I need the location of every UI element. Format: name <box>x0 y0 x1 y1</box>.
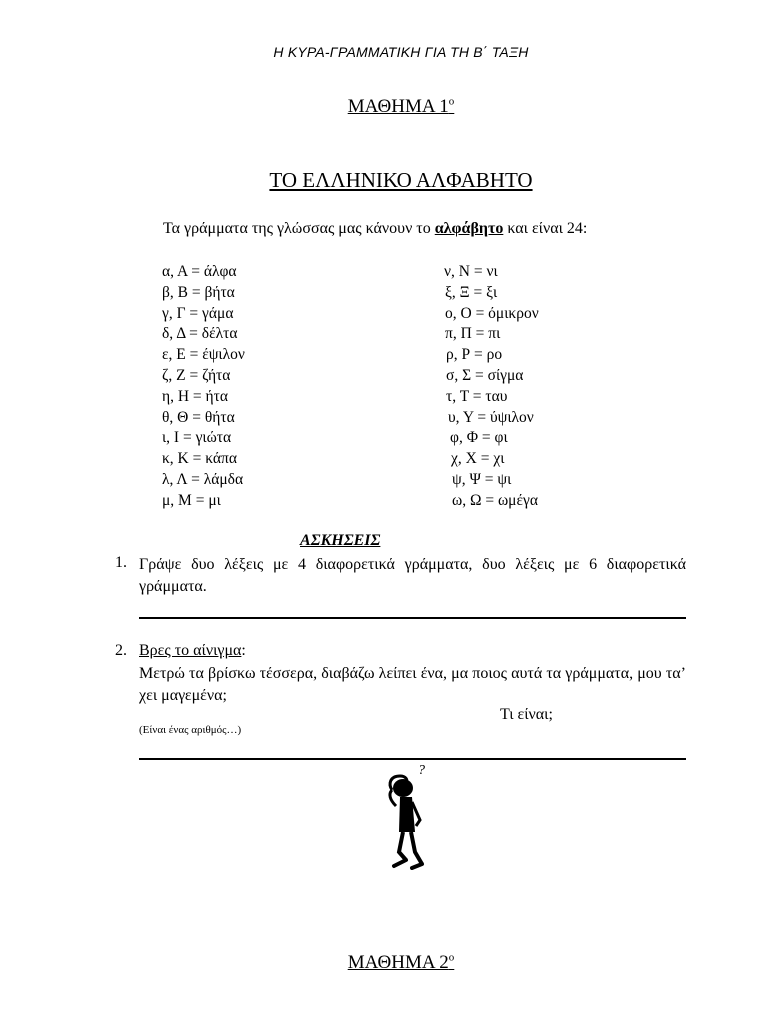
lesson-2-ordinal: ο <box>448 951 455 964</box>
alphabet-item: κ, Κ = κάπα <box>162 450 237 468</box>
exercise-1-number: 1. <box>115 554 127 571</box>
alphabet-item: σ, Σ = σίγμα <box>446 366 524 384</box>
alphabet-item: ρ, Ρ = ρο <box>446 346 503 364</box>
riddle-heading: Βρες το αίνιγμα <box>139 642 242 659</box>
riddle-heading-colon: : <box>241 642 246 659</box>
lesson-1-heading <box>0 96 768 118</box>
alphabet-item: υ, Υ = ύψιλον <box>448 408 534 426</box>
alphabet-item: ο, Ο = όμικρον <box>445 304 539 322</box>
lesson-1-label: ΜΑΘΗΜΑ 1 <box>347 96 449 117</box>
exercises-title: ΑΣΚΗΣΕΙΣ <box>300 532 381 549</box>
alphabet-item: ζ, Ζ = ζήτα <box>162 366 231 384</box>
intro-after: και είναι 24: <box>503 220 588 237</box>
alphabet-item: ψ, Ψ = ψι <box>452 470 512 488</box>
alphabet-item: φ, Φ = φι <box>450 429 508 447</box>
alphabet-right-column <box>444 262 539 512</box>
alphabet-item: γ, Γ = γάμα <box>162 304 234 322</box>
question-mark: ? <box>418 763 425 778</box>
alphabet-item: ν, Ν = νι <box>444 263 498 280</box>
alphabet-item: ι, Ι = γιώτα <box>162 429 232 447</box>
answer-line-1 <box>139 617 686 619</box>
alphabet-item: δ, Δ = δέλτα <box>162 325 238 343</box>
alphabet-item: τ, Τ = ταυ <box>446 387 508 405</box>
alphabet-item: π, Π = πι <box>445 325 501 343</box>
intro-before: Τα γράμματα της γλώσσας μας κάνουν το <box>163 220 435 237</box>
document-header: Η ΚΥΡΑ-ΓΡΑΜΜΑΤΙΚΗ ΓΙΑ ΤΗ Β΄ ΤΑΞΗ <box>273 44 529 60</box>
riddle-text: Μετρώ τα βρίσκω τέσσερα, διαβάζω λείπει ένα, μα ποιος αυτά τα γράμματα, μου τα’ χει μαγεμένα; <box>139 665 686 704</box>
alphabet-item: ω, Ω = ωμέγα <box>452 491 538 509</box>
lesson-1-ordinal: ο <box>448 95 455 108</box>
alphabet-item: ξ, Ξ = ξι <box>445 283 498 301</box>
alphabet-item: η, Η = ήτα <box>162 387 228 405</box>
exercise-2-heading <box>139 642 246 660</box>
alphabet-item: α, Α = άλφα <box>162 263 237 280</box>
intro-keyword: αλφάβητο <box>434 220 504 237</box>
thinking-person-icon <box>382 760 442 870</box>
riddle-question: Τι είναι; <box>500 706 553 723</box>
alphabet-item: λ, Λ = λάμδα <box>162 470 244 488</box>
lesson-2-label: ΜΑΘΗΜΑ 2 <box>347 952 449 973</box>
page-title: ΤΟ ΕΛΛΗΝΙΚΟ ΑΛΦΑΒΗΤΟ <box>269 168 533 192</box>
exercise-2-number: 2. <box>115 642 127 659</box>
alphabet-item: θ, Θ = θήτα <box>162 408 235 426</box>
alphabet-item: β, Β = βήτα <box>162 283 235 301</box>
alphabet-item: χ, Χ = χι <box>451 450 505 468</box>
lesson-2-heading <box>0 952 768 974</box>
riddle-hint: (Είναι ένας αριθμός…) <box>139 724 242 736</box>
intro-sentence <box>163 220 587 238</box>
alphabet-item: ε, Ε = έψιλον <box>162 346 245 364</box>
alphabet-item: μ, Μ = μι <box>162 491 221 509</box>
exercise-1-text: Γράψε δυο λέξεις με 4 διαφορετικά γράμματα, δυο λέξεις με 6 διαφορετικά γράμματα. <box>139 556 686 595</box>
alphabet-left-column <box>162 262 245 512</box>
